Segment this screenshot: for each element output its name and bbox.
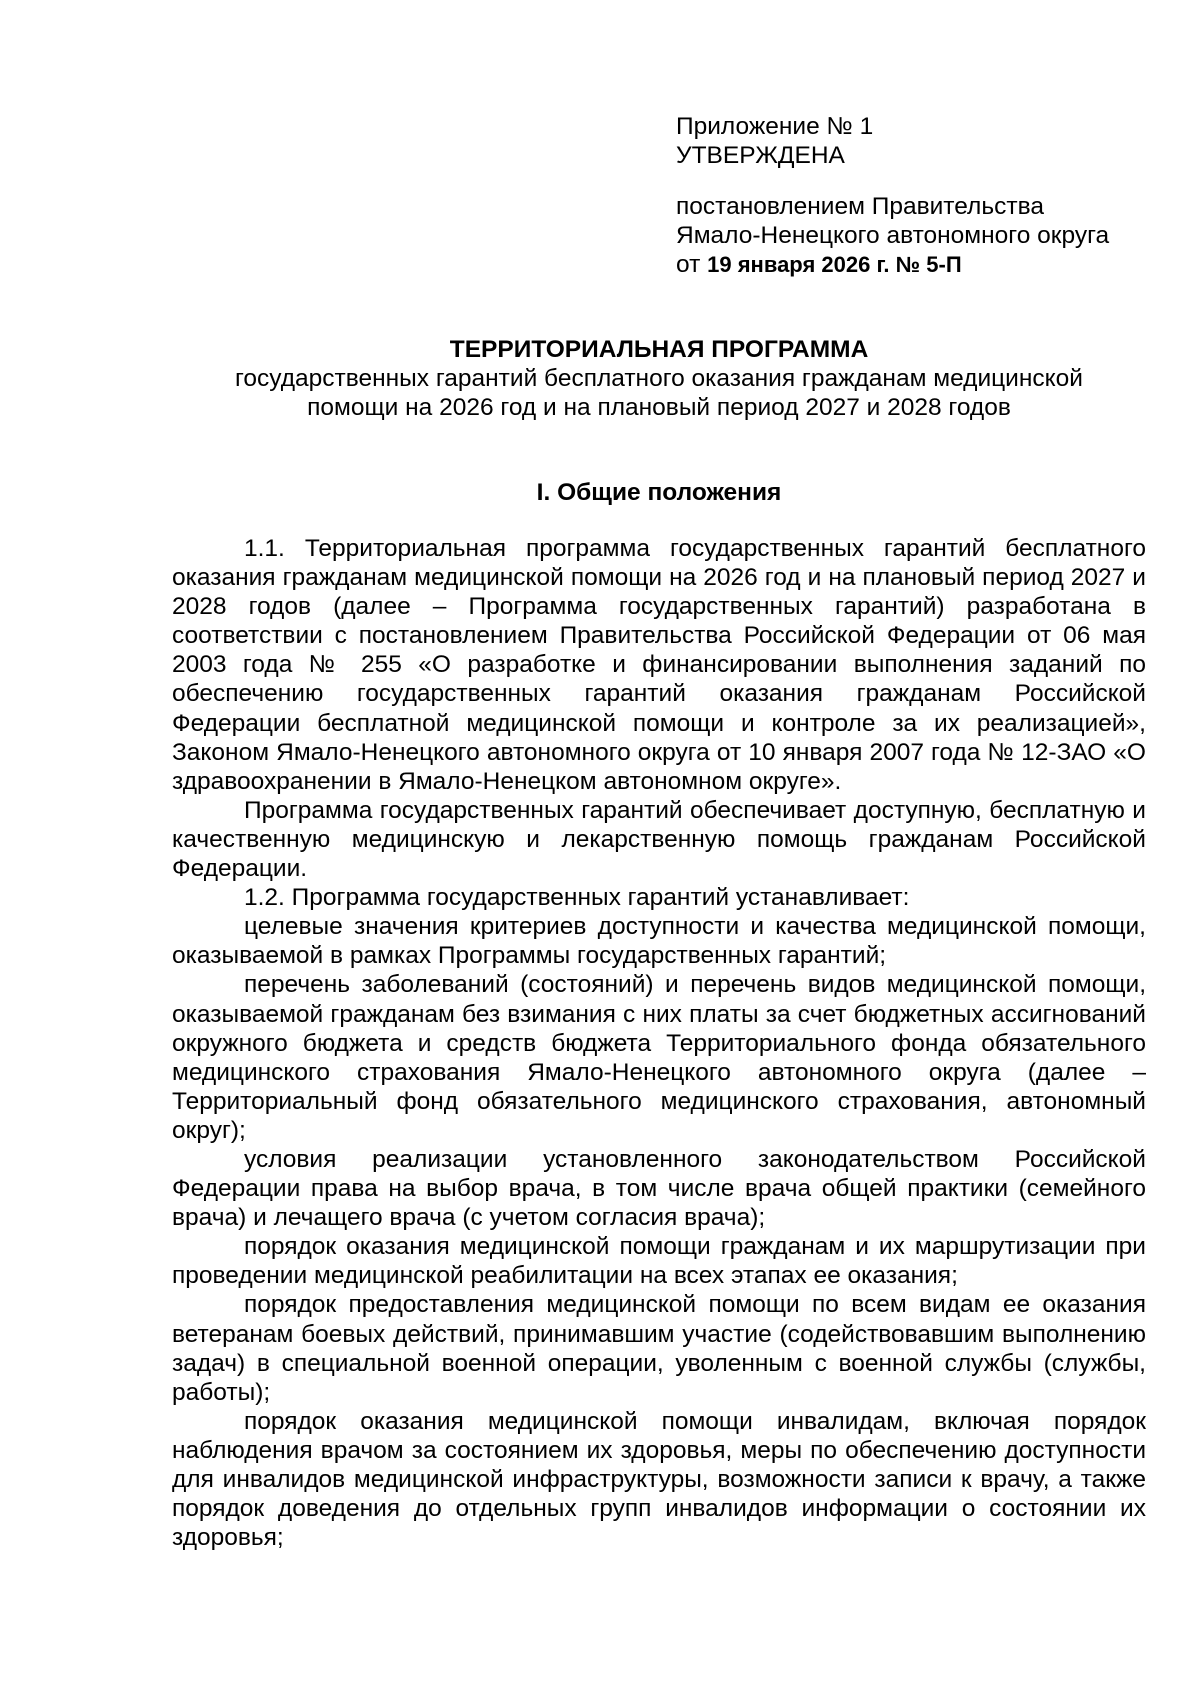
section-heading: I. Общие положения xyxy=(536,479,782,506)
region-line: Ямало-Ненецкого автономного округа xyxy=(676,222,1110,249)
approval-block xyxy=(676,112,1156,279)
paragraph-veterans: порядок предоставления медицинской помощи по всем видам ее оказания ветеранам боевых действий, принимавшим участие (содействовавшим выполнению задач) в специальной военной операции, уволенным с военной службы (службы, работы); xyxy=(172,1291,1146,1406)
approval-gap xyxy=(676,170,1156,192)
paragraph-disabled: порядок оказания медицинской помощи инвалидам, включая порядок наблюдения врачом за состоянием их здоровья, меры по обеспечению доступности для инвалидов медицинской инфраструктуры, возможности записи к врачу, а также порядок доведения до отдельных групп инвалидов информации о состоянии их здоровья; xyxy=(172,1407,1146,1552)
paragraph-1-1: 1.1. Территориальная программа государственных гарантий бесплатного оказания гражданам медицинской помощи на 2026 год и на плановый период 2027 и 2028 годов (далее – Программа государственных гарантий) разработана в соответствии с постановлением Правительства Российской Федерации от 06 мая 2003 года № 255 «О разработке и финансировании выполнения заданий по обеспечению государственных гарантий оказания гражданам Российской Федерации бесплатной медицинской помощи и контроле за их реализацией», Законом Ямало-Ненецкого автономного округа от 10 января 2007 года № 12-ЗАО «О здравоохранении в Ямало-Ненецком автономном округе». xyxy=(172,535,1146,795)
paragraph-target-values: целевые значения критериев доступности и качества медицинской помощи, оказываемой в рамках Программы государственных гарантий; xyxy=(172,913,1146,970)
date-number-line xyxy=(676,250,1156,279)
paragraph-rehabilitation: порядок оказания медицинской помощи гражданам и их маршрутизации при проведении медицинской реабилитации на всех этапах ее оказания; xyxy=(172,1233,1146,1290)
resolution-line: постановлением Правительства xyxy=(676,193,1044,220)
document-title-block xyxy=(172,335,1146,422)
date-prefix: от xyxy=(676,251,701,278)
approved-label: УТВЕРЖДЕНА xyxy=(676,142,845,169)
paragraph-program-provides: Программа государственных гарантий обеспечивает доступную, бесплатную и качественную медицинскую и лекарственную помощь гражданам Российской Федерации. xyxy=(172,796,1146,883)
document-subtitle-line-2: помощи на 2026 год и на плановый период 2027 и 2028 годов xyxy=(307,394,1011,421)
document-subtitle-line-1: государственных гарантий бесплатного оказания гражданам медицинской xyxy=(235,365,1083,392)
document-title: ТЕРРИТОРИАЛЬНАЯ ПРОГРАММА xyxy=(449,336,869,363)
appendix-number: Приложение № 1 xyxy=(676,113,874,140)
date-and-number: 19 января 2026 г. № 5-П xyxy=(707,252,962,277)
paragraph-disease-list: перечень заболеваний (состояний) и перечень видов медицинской помощи, оказываемой гражданам без взимания с них платы за счет бюджетных ассигнований окружного бюджета и средств бюджета Территориального фонда обязательного медицинского страхования Ямало-Ненецкого автономного округа (далее – Территориальный фонд обязательного медицинского страхования, автономный округ); xyxy=(172,971,1146,1144)
paragraph-1-2: 1.2. Программа государственных гарантий устанавливает: xyxy=(244,884,910,912)
body-text xyxy=(172,534,1146,1552)
paragraph-doctor-choice: условия реализации установленного законодательством Российской Федерации права на выбор врача, в том числе врача общей практики (семейного врача) и лечащего врача (с учетом согласия врача); xyxy=(172,1145,1146,1232)
